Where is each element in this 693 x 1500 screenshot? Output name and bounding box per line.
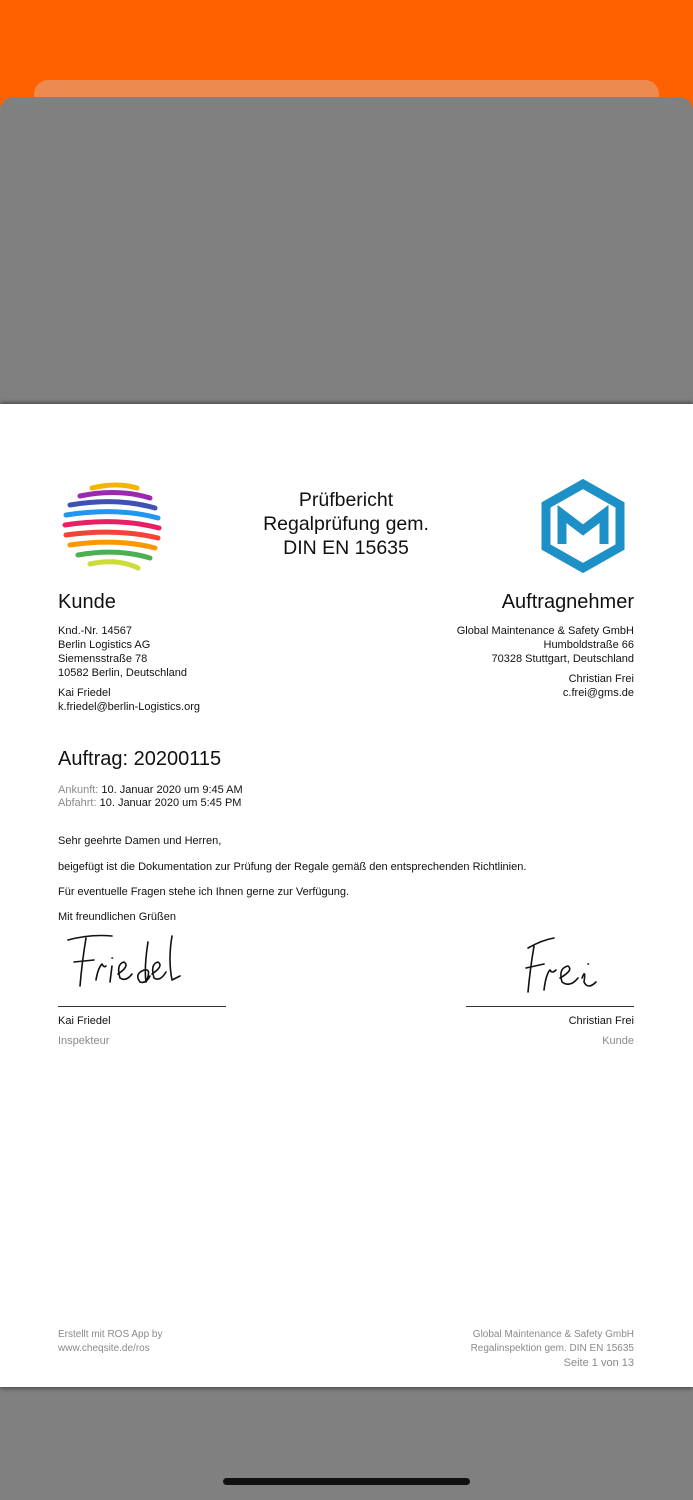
contractor-logo-icon bbox=[540, 478, 626, 579]
customer-city: 10582 Berlin, Deutschland bbox=[58, 667, 188, 679]
page-number: Seite 1 von 13 bbox=[563, 1357, 634, 1369]
departure-row bbox=[58, 797, 243, 810]
departure-value: 10. Januar 2020 um 5:45 PM bbox=[99, 797, 242, 809]
contractor-contact-name: Christian Frei bbox=[568, 673, 634, 685]
right-signer-role: Kunde bbox=[602, 1035, 634, 1047]
left-signature-line bbox=[58, 1006, 226, 1007]
customer-contact-email[interactable]: k.friedel@berlin-Logistics.org bbox=[58, 701, 201, 713]
footer-inspection-type: Regalinspektion gem. DIN EN 15635 bbox=[470, 1343, 634, 1354]
customer-number: Knd.-Nr. 14567 bbox=[58, 625, 132, 637]
right-signer-name: Christian Frei bbox=[568, 1015, 634, 1027]
right-signature-line bbox=[466, 1006, 634, 1007]
order-title: Auftrag: 20200115 bbox=[58, 748, 222, 770]
left-signer-role: Inspekteur bbox=[58, 1035, 110, 1047]
footer-website-link[interactable]: www.cheqsite.de/ros bbox=[58, 1343, 150, 1354]
letter-body: beigefügt ist die Dokumentation zur Prüfung der Regale gemäß den entsprechenden Richtlinien. bbox=[58, 861, 527, 873]
customer-contact-name: Kai Friedel bbox=[58, 687, 111, 699]
customer-street: Siemensstraße 78 bbox=[58, 653, 148, 665]
arrival-value: 10. Januar 2020 um 9:45 AM bbox=[101, 784, 243, 796]
customer-heading: Kunde bbox=[58, 591, 116, 613]
order-times bbox=[58, 784, 243, 810]
customer-logo-icon bbox=[62, 478, 162, 583]
contractor-company: Global Maintenance & Safety GmbH bbox=[456, 625, 634, 637]
footer-company: Global Maintenance & Safety GmbH bbox=[472, 1329, 634, 1340]
right-signature-image bbox=[518, 934, 608, 1003]
left-signer-name: Kai Friedel bbox=[58, 1015, 111, 1027]
contractor-city: 70328 Stuttgart, Deutschland bbox=[491, 653, 634, 665]
letter-closing: Mit freundlichen Grüßen bbox=[58, 911, 176, 923]
contractor-contact-email[interactable]: c.frei@gms.de bbox=[562, 687, 634, 699]
letter-questions: Für eventuelle Fragen stehe ich Ihnen gerne zur Verfügung. bbox=[58, 886, 350, 898]
report-title-line-2: Regalprüfung gem. bbox=[263, 513, 429, 535]
report-title-line-1: Prüfbericht bbox=[298, 489, 394, 511]
letter-greeting: Sehr geehrte Damen und Herren, bbox=[58, 835, 222, 847]
report-title bbox=[196, 488, 496, 560]
footer-right bbox=[471, 1328, 634, 1370]
arrival-label: Ankunft: bbox=[58, 784, 99, 796]
left-signature-image bbox=[60, 928, 190, 997]
departure-label: Abfahrt: bbox=[58, 797, 97, 809]
document-page[interactable] bbox=[0, 404, 693, 1387]
report-title-line-3: DIN EN 15635 bbox=[283, 537, 409, 559]
contractor-address bbox=[457, 624, 634, 700]
footer-created-with: Erstellt mit ROS App by bbox=[58, 1329, 163, 1340]
customer-address bbox=[58, 624, 200, 714]
footer-left bbox=[58, 1328, 162, 1356]
contractor-heading: Auftragnehmer bbox=[501, 591, 634, 613]
arrival-row bbox=[58, 784, 243, 797]
home-indicator[interactable] bbox=[223, 1478, 470, 1485]
contractor-street: Humboldstraße 66 bbox=[543, 639, 634, 651]
document-viewer-sheet[interactable] bbox=[0, 97, 693, 1500]
customer-company: Berlin Logistics AG bbox=[58, 639, 151, 651]
